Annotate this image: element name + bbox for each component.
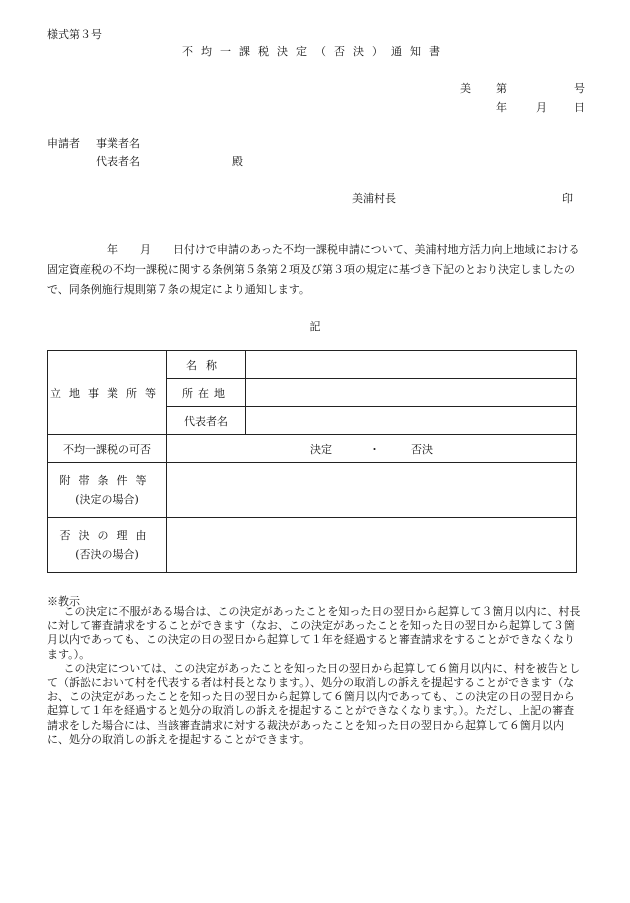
- record-label: 記: [309, 320, 321, 333]
- conditions-value[interactable]: [167, 463, 577, 518]
- reason-note: (否決の場合): [75, 548, 139, 561]
- table-representative-label: 代表者名: [167, 407, 246, 435]
- representative-value[interactable]: [246, 407, 577, 435]
- applicant-label: 申請者: [47, 137, 80, 150]
- issuer-name: 美浦村長: [352, 192, 396, 205]
- reason-cell: [48, 518, 167, 573]
- rejection-option[interactable]: 否決: [411, 442, 433, 456]
- availability-options: [167, 435, 577, 463]
- notice-paragraph-1: この決定に不服がある場合は、この決定があったことを知った日の翌日から起算して３箇月以内に、村長に対して審査請求をすることができます（なお、この決定があったことを知った日の翌日から起算して３箇月以内であっても、この決定の日の翌日から起算して１年を経過すると審査請求をすることができなくなります。）。: [47, 605, 581, 661]
- name-label: 名称: [167, 351, 246, 379]
- business-name-label: 事業者名: [96, 137, 140, 150]
- ref-go: 号: [574, 82, 585, 95]
- address-label: 所在地: [167, 379, 246, 407]
- notification-body: [47, 240, 584, 300]
- honorific: 殿: [232, 155, 243, 168]
- availability-label: 不均一課税の可否: [48, 435, 167, 463]
- ref-dai: 第: [496, 82, 507, 95]
- name-value[interactable]: [246, 351, 577, 379]
- body-text: 年 月 日付けで申請のあった不均一課税申請について、美浦村地方活力向上地域における固定資産税の不均一課税に関する条例第５条第２項及び第３項の規定に基づき下記のとおり決定しましたので、同条例施行規則第７条の規定により通知します。: [47, 243, 580, 296]
- notice-paragraph-2: この決定については、この決定があったことを知った日の翌日から起算して６箇月以内に、村を被告として（訴訟において村を代表する者は村長となります。）、処分の取消しの訴えを提起することができます（なお、この決定があったことを知った日の翌日から起算して６箇月以内であっても、この決定の日の翌日から起算して１年を経過すると処分の取消しの訴えを提起することができなくなります。）。ただし、上記の審査請求をした場合には、当該審査請求に対する裁決があったことを知った日の翌日から起算して６箇月以内に、処分の取消しの訴えを提起することができます。: [47, 661, 581, 746]
- conditions-note: (決定の場合): [75, 493, 139, 506]
- notice-label: ※教示: [47, 595, 80, 608]
- form-number: 様式第３号: [47, 28, 102, 41]
- conditions-label: 附帯条件等: [59, 474, 155, 487]
- address-value[interactable]: [246, 379, 577, 407]
- conditions-cell: [48, 463, 167, 518]
- date-day: 日: [574, 101, 585, 114]
- representative-name-label: 代表者名: [96, 155, 140, 168]
- ref-prefix: 美: [460, 82, 471, 95]
- option-separator: ・: [369, 442, 380, 456]
- reason-value[interactable]: [167, 518, 577, 573]
- notice-text: [47, 605, 584, 747]
- decision-option[interactable]: 決定: [310, 442, 332, 456]
- reason-label: 否決の理由: [59, 529, 155, 542]
- facility-label: 立地事業所等: [48, 351, 167, 435]
- seal-mark: 印: [562, 192, 573, 205]
- decision-table: [47, 350, 577, 573]
- date-month: 月: [536, 101, 547, 114]
- document-title: 不均一課税決定（否決）通知書: [182, 45, 448, 58]
- date-year: 年: [496, 101, 507, 114]
